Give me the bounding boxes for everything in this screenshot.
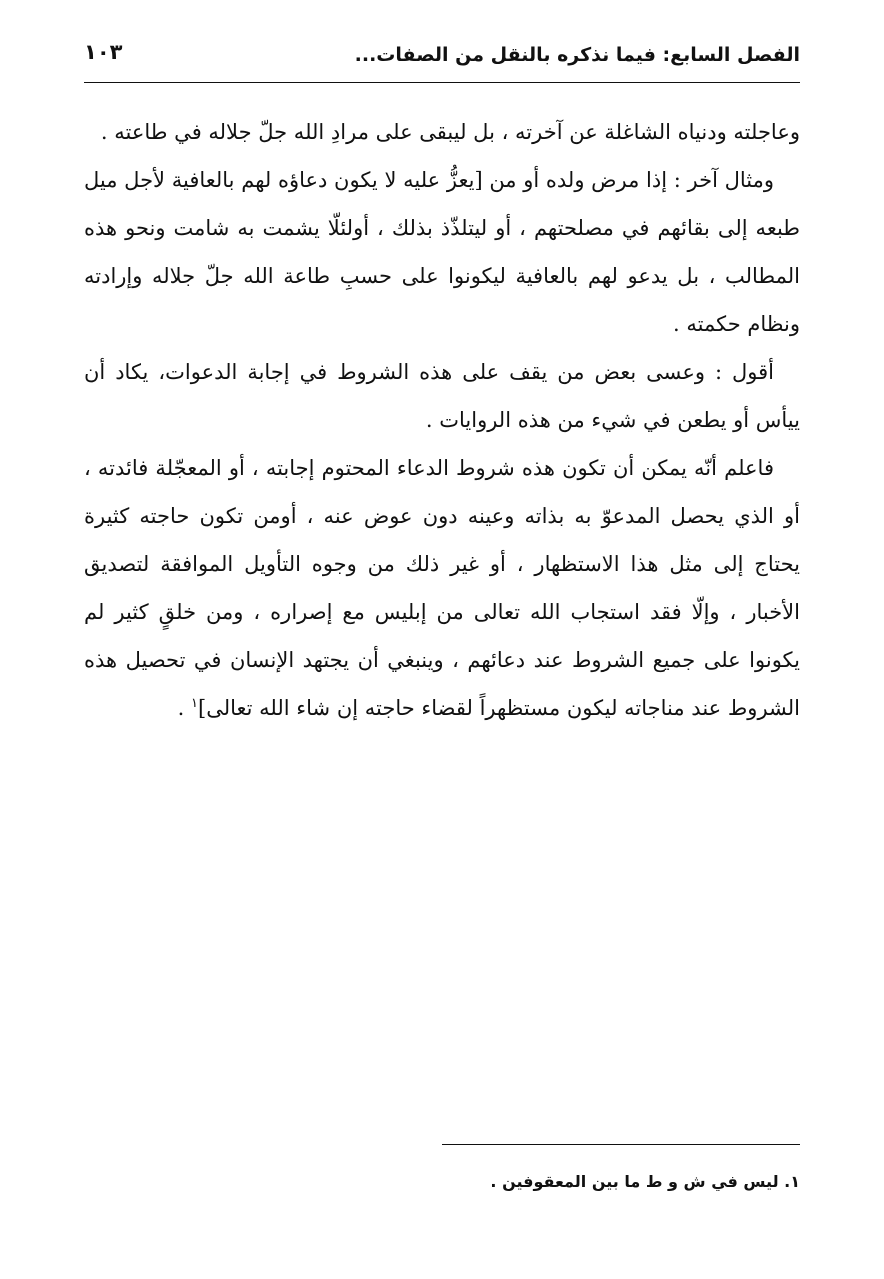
paragraph: ومثال آخر : إذا مرض ولده أو من [يعزُّ عليه لا يكون دعاؤه لهم بالعافية لأجل ميل طبعه إلى بقائهم في مصلحتهم ، أو ليتلذّذ بذلك ، أولئلّا يشمت به شامت ونحو هذه المطالب ، بل يدعو لهم بالعافية ليكونوا على حسبِ طاعة الله جلّ جلاله وإرادته ونظام حكمته . (84, 168, 800, 336)
footnote-rule (442, 1144, 800, 1145)
running-title: الفصل السابع: فيما نذكره بالنقل من الصفات... (354, 44, 800, 66)
footnote: ١. ليس في ش و ط ما بين المعقوفين . (490, 1172, 800, 1191)
paragraph: وعاجلته ودنياه الشاغلة عن آخرته ، بل ليبقى على مرادِ الله جلّ جلاله في طاعته . (100, 120, 800, 144)
paragraph-end: . (177, 696, 192, 720)
paragraph: أقول : وعسى بعض من يقف على هذه الشروط في إجابة الدعوات، يكاد أن ييأس أو يطعن في شيء من هذه الروايات . (84, 360, 800, 432)
page-header (84, 40, 800, 80)
header-rule (84, 82, 800, 83)
footnote-reference: ١ (191, 696, 199, 711)
page-number: ١٠٣ (84, 40, 123, 64)
body-text (84, 108, 800, 732)
paragraph-with-footnote (84, 444, 800, 732)
paragraph-text: فاعلم أنّه يمكن أن تكون هذه شروط الدعاء المحتوم إجابته ، أو المعجّلة فائدته ، أو الذي يحصل المدعوّ به بذاته وعينه دون عوض عنه ، أومن تكون حاجته كثيرة يحتاج إلى مثل هذا الاستظهار ، أو غير ذلك من وجوه التأويل الموافقة لتصديق الأخبار ، وإلّا فقد استجاب الله تعالى من إبليس مع إصراره ، ومن خلقٍ كثير لم يكونوا على جميع الشروط عند دعائهم ، وينبغي أن يجتهد الإنسان في تحصيل هذه الشروط عند مناجاته ليكون مستظهراً لقضاء حاجته إن شاء الله تعالى] (84, 456, 800, 720)
